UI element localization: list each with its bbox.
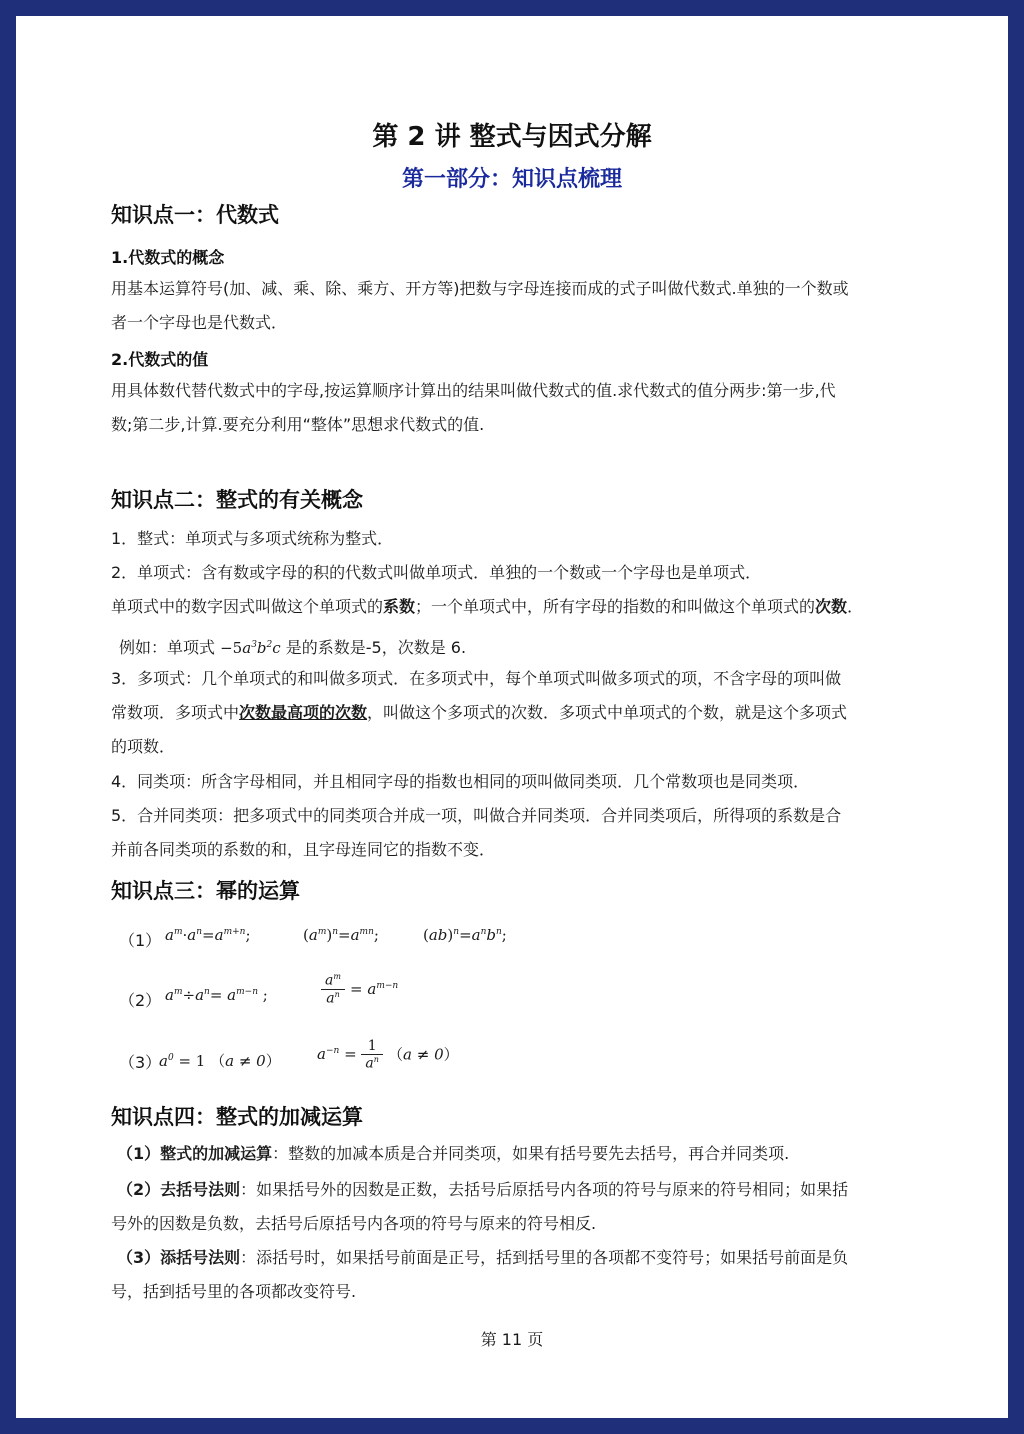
paragraph-line: 数;第二步,计算.要充分利用“整体”思想求代数式的值. [111,415,485,434]
paragraph-line: 1．整式：单项式与多项式统称为整式． [111,529,394,548]
formula-zero-exponent: $a^0 = 1$ （a ≠ 0） [159,1052,281,1070]
rule-title: （1）整式的加减运算 [117,1144,273,1163]
formula-negative-exponent: $a^{-n}$ = $\frac{1}{a^n}$ （a ≠ 0） [317,1038,459,1072]
paragraph-line: 4．同类项：所含字母相同，并且相同字母的指数也相同的项叫做同类项．几个常数项也是同类项． [111,772,810,791]
paragraph-line: 号，括到括号里的各项都改变符号. [111,1282,357,1301]
paragraph-line: 用基本运算符号(加、减、乘、除、乘方、开方等)把数与字母连接而成的式子叫做代数式.单独的一个数或 [111,279,849,298]
paragraph-line: 单项式中的数字因式叫做这个单项式的系数；一个单项式中，所有字母的指数的和叫做这个单项式的次数． [111,597,864,616]
formula-quotient: $a^m\div a^n= a^{m-n}$ ; [165,986,268,1004]
rule-title: （2）去括号法则 [117,1180,241,1199]
example-line: 例如：单项式 $-5a^3b^2c$ 是的系数是-5，次数是 6. [119,638,467,657]
page-number: 第 11 页 [480,1330,544,1349]
section-heading-4: 知识点四：整式的加减运算 [111,1105,363,1129]
formula-power-of-product: $(ab)^n=a^nb^n$; [423,926,507,944]
section-heading-3: 知识点三：幂的运算 [111,879,300,903]
monomial-expression: $-5a^3b^2c$ [220,639,281,657]
paragraph-line: 者一个字母也是代数式． [111,313,288,332]
page-title: 第 2 讲 整式与因式分解 [372,122,652,152]
paragraph-line: 用具体数代替代数式中的字母,按运算顺序计算出的结果叫做代数式的值.求代数式的值分两步:第一步,代 [111,381,836,400]
paragraph-line: （2）去括号法则：如果括号外的因数是正数，去括号后原括号内各项的符号与原来的符号相同；如果括 [117,1180,849,1199]
rule-label: （2） [119,991,162,1010]
rule-title: （3）添括号法则 [117,1248,241,1267]
subsection-title: 2.代数式的值 [111,350,209,369]
paragraph-line: 5．合并同类项：把多项式中的同类项合并成一项，叫做合并同类项．合并同类项后，所得项的系数是合 [111,806,842,825]
document-page [16,16,1008,1418]
formula-power-of-power: $(a^m)^n=a^{mn}$; [303,926,379,944]
paragraph-line: （1）整式的加减运算：整数的加减本质是合并同类项，如果有括号要先去括号，再合并同类项. [117,1144,790,1163]
subsection-title: 1.代数式的概念 [111,248,225,267]
rule-label: （3） [119,1053,162,1072]
section-heading-2: 知识点二：整式的有关概念 [111,488,363,512]
paragraph-line: 2．单项式：含有数或字母的积的代数式叫做单项式．单独的一个数或一个字母也是单项式． [111,563,762,582]
term-coefficient: 系数 [383,597,416,616]
paragraph-line: 3．多项式：几个单项式的和叫做多项式．在多项式中，每个单项式叫做多项式的项，不含字母的项叫做 [111,669,842,688]
paragraph-line: （3）添括号法则：添括号时，如果括号前面是正号，括到括号里的各项都不变符号；如果括号前面是负 [117,1248,849,1267]
page-subtitle: 第一部分：知识点梳理 [401,167,622,192]
formula-fraction-quotient: $\frac{a^m}{a^n}$ = $a^{m-n}$ [321,972,398,1006]
paragraph-line: 并前各同类项的系数的和，且字母连同它的指数不变． [111,840,496,859]
term-highest-degree: 次数最高项的次数 [239,703,368,722]
paragraph-line: 号外的因数是负数，去括号后原括号内各项的符号与原来的符号相反. [111,1214,597,1233]
rule-label: （1） [119,931,162,950]
term-degree: 次数 [815,597,848,616]
section-heading-1: 知识点一：代数式 [111,203,279,227]
paragraph-line: 常数项．多项式中次数最高项的次数，叫做这个多项式的次数．多项式中单项式的个数，就是这个多项式 [111,703,848,722]
formula-product: $a^m\cdot a^n=a^{m+n}$; [165,926,251,944]
paragraph-line: 的项数． [111,737,176,756]
